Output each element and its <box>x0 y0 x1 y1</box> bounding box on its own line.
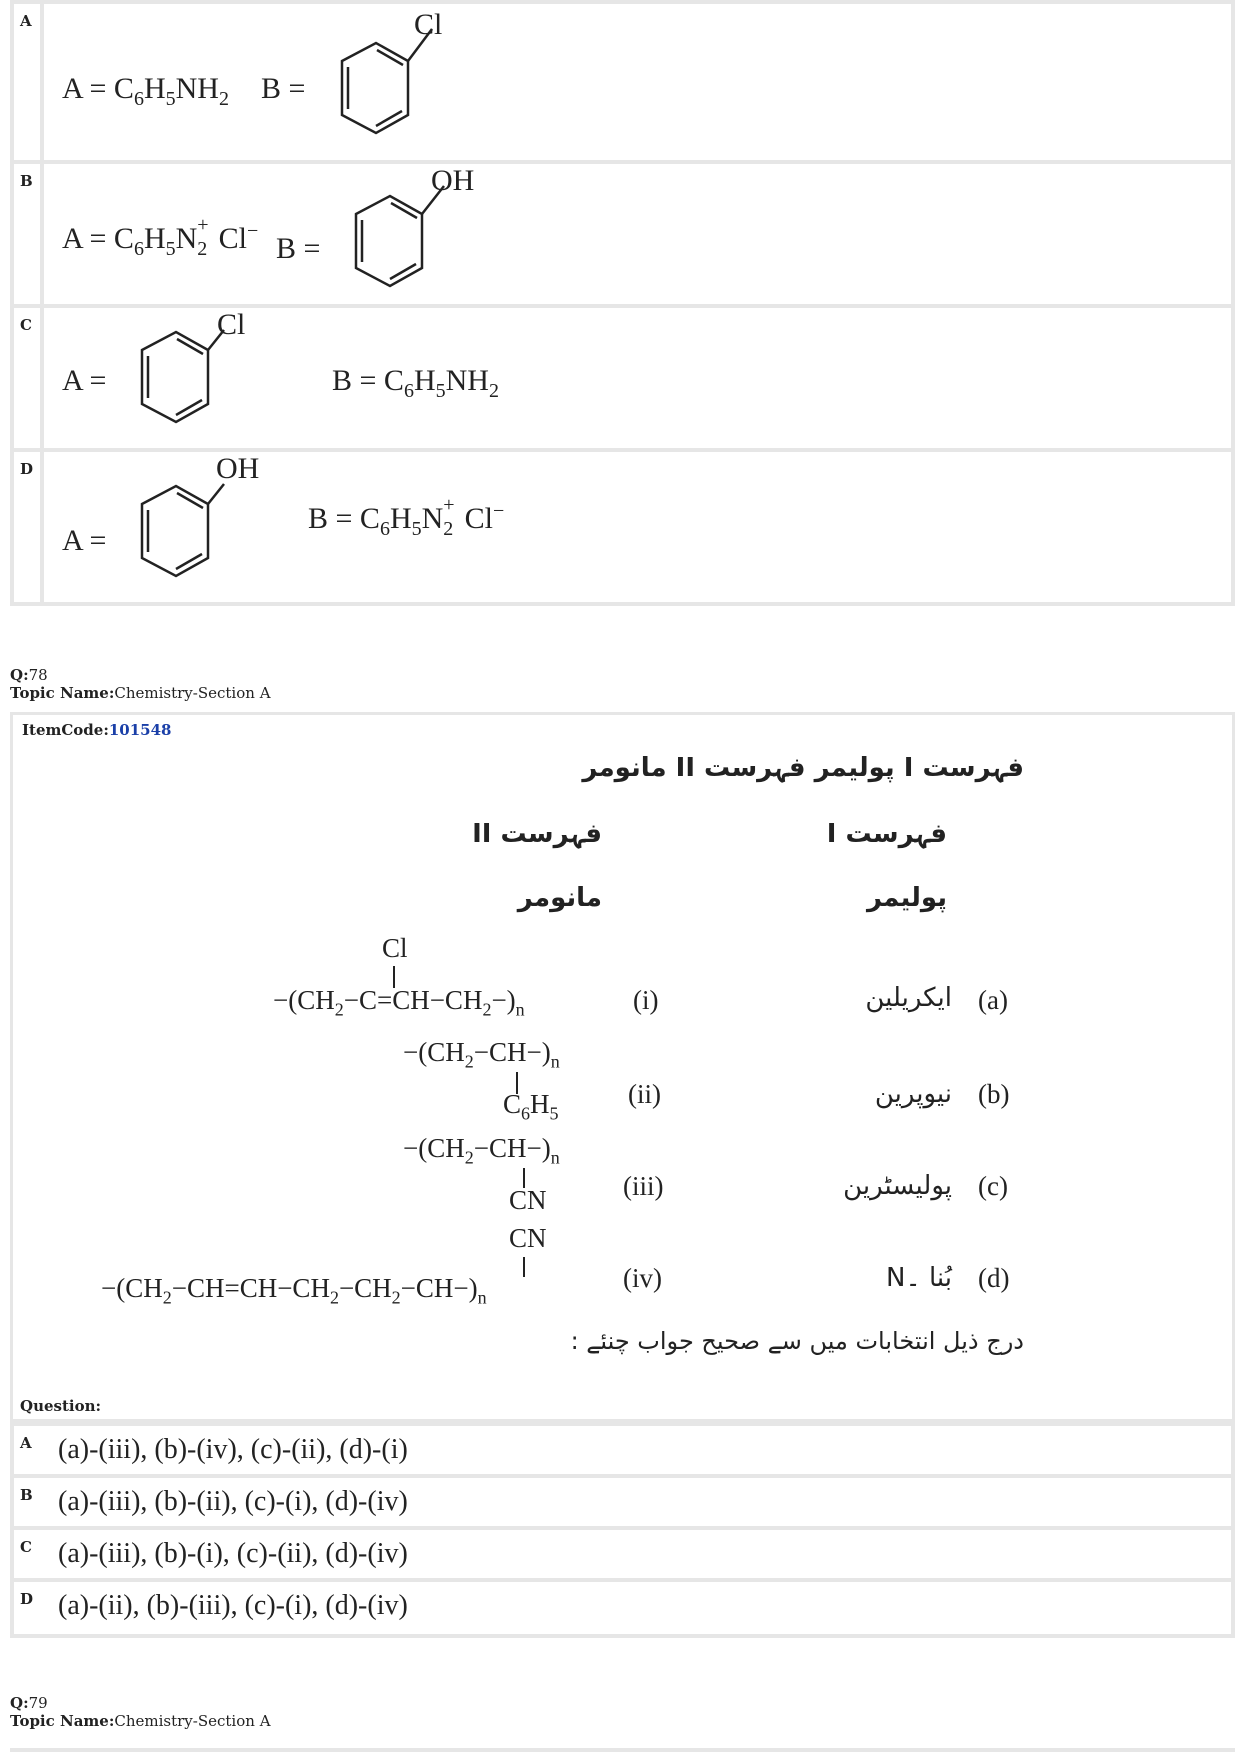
benzene-ring <box>316 192 456 302</box>
answer-text: (a)-(iii), (b)-(iv), (c)-(ii), (d)-(i) <box>58 1434 408 1465</box>
formula-a: $A = C_6H_5NH_2$ <box>62 72 229 110</box>
roman-iv: (iv) <box>623 1263 662 1293</box>
structure-iv: $-(CH_2-CH=CH-CH_2-CH_2-CH-)_n$ <box>101 1273 487 1308</box>
question-header <box>10 666 271 702</box>
label-b: B = <box>261 72 306 105</box>
option-letter: A <box>14 4 44 160</box>
roman-ii: (ii) <box>628 1079 661 1109</box>
q-label: Q: <box>10 1694 29 1712</box>
roman-iii: (iii) <box>623 1171 664 1201</box>
list2-title: فہرست II <box>472 819 602 849</box>
polymer-a-name: ایکریلین <box>865 983 952 1013</box>
label-b: B = <box>276 232 321 265</box>
structure-ii-sub: $C_6H_5$ <box>503 1089 559 1124</box>
answer-options-table <box>10 1422 1235 1638</box>
instruction: درج ذیل انتخابات میں سے صحیح جواب چنئے : <box>570 1327 1024 1355</box>
answer-option-a[interactable] <box>14 1426 1231 1478</box>
topic-value: Chemistry-Section A <box>114 1712 271 1730</box>
option-letter: B <box>20 1486 33 1504</box>
letter-a: (a) <box>978 985 1008 1015</box>
benzene-ring <box>102 482 242 592</box>
option-row-d[interactable] <box>14 452 1231 602</box>
answer-option-b[interactable] <box>14 1478 1231 1530</box>
topic-label: Topic Name: <box>10 1712 115 1730</box>
bond-line <box>523 1257 525 1277</box>
benzene-ring <box>102 328 242 438</box>
structure-iv-cn: CN <box>509 1223 547 1253</box>
question-label: Question: <box>20 1397 102 1415</box>
polymer-b-name: نیوپرین <box>874 1079 952 1109</box>
item-code: ItemCode:101548 <box>22 721 172 739</box>
option-letter: D <box>14 452 44 602</box>
label-a: A = <box>62 524 107 557</box>
option-letter: B <box>14 164 44 304</box>
substituent-oh: OH <box>431 164 475 197</box>
option-letter: A <box>20 1434 32 1452</box>
label-a: A = <box>62 364 107 397</box>
option-row-a[interactable] <box>14 4 1231 164</box>
formula-b: $B = C_6H_5N_2^+$ Cl− <box>308 494 505 540</box>
polymer-d-name: بُنا ۔N <box>886 1263 952 1293</box>
substituent-cl: Cl <box>414 8 443 41</box>
q-number: 78 <box>28 666 48 684</box>
prev-options-table <box>10 0 1235 606</box>
letter-b: (b) <box>978 1079 1010 1109</box>
list1-title: فہرست I <box>826 819 947 849</box>
option-row-b[interactable] <box>14 164 1231 308</box>
answer-option-d[interactable] <box>14 1582 1231 1634</box>
substituent-oh: OH <box>216 452 260 485</box>
list2-subtitle: مانومر <box>517 883 602 913</box>
structure-ii: $-(CH_2-CH-)_n$ <box>403 1037 560 1072</box>
topic-value: Chemistry-Section A <box>114 684 271 702</box>
structure-iii-sub: CN <box>509 1185 547 1215</box>
list1-subtitle: پولیمر <box>866 883 947 913</box>
formula-a: $A = C_6H_5N_2^+$ Cl− <box>62 214 259 260</box>
urdu-heading: فہرست I پولیمر فہرست II مانومر <box>582 753 1024 783</box>
answer-option-c[interactable] <box>14 1530 1231 1582</box>
question-header <box>10 1694 271 1730</box>
letter-c: (c) <box>978 1171 1008 1201</box>
structure-iii: $-(CH_2-CH-)_n$ <box>403 1133 560 1168</box>
benzene-ring <box>302 39 442 149</box>
formula-b: $B = C_6H_5NH_2$ <box>332 364 499 402</box>
option-letter: C <box>14 308 44 448</box>
answer-text: (a)-(iii), (b)-(i), (c)-(ii), (d)-(iv) <box>58 1538 408 1569</box>
structure-i-cl: Cl <box>382 933 408 963</box>
polymer-c-name: پولیسٹرین <box>843 1171 952 1201</box>
topic-label: Topic Name: <box>10 684 115 702</box>
letter-d: (d) <box>978 1263 1010 1293</box>
answer-text: (a)-(iii), (b)-(ii), (c)-(i), (d)-(iv) <box>58 1486 408 1517</box>
substituent-cl: Cl <box>217 308 246 341</box>
structure-i: $-(CH_2-C=CH-CH_2-)_n$ <box>273 985 525 1020</box>
q-label: Q: <box>10 666 29 684</box>
option-letter: C <box>20 1538 32 1556</box>
divider <box>10 1748 1235 1752</box>
roman-i: (i) <box>633 985 659 1015</box>
option-row-c[interactable] <box>14 308 1231 452</box>
answer-text: (a)-(ii), (b)-(iii), (c)-(i), (d)-(iv) <box>58 1590 408 1621</box>
option-letter: D <box>20 1590 34 1608</box>
q-number: 79 <box>28 1694 48 1712</box>
question-body <box>10 712 1235 1422</box>
item-code-value: 101548 <box>108 721 172 739</box>
